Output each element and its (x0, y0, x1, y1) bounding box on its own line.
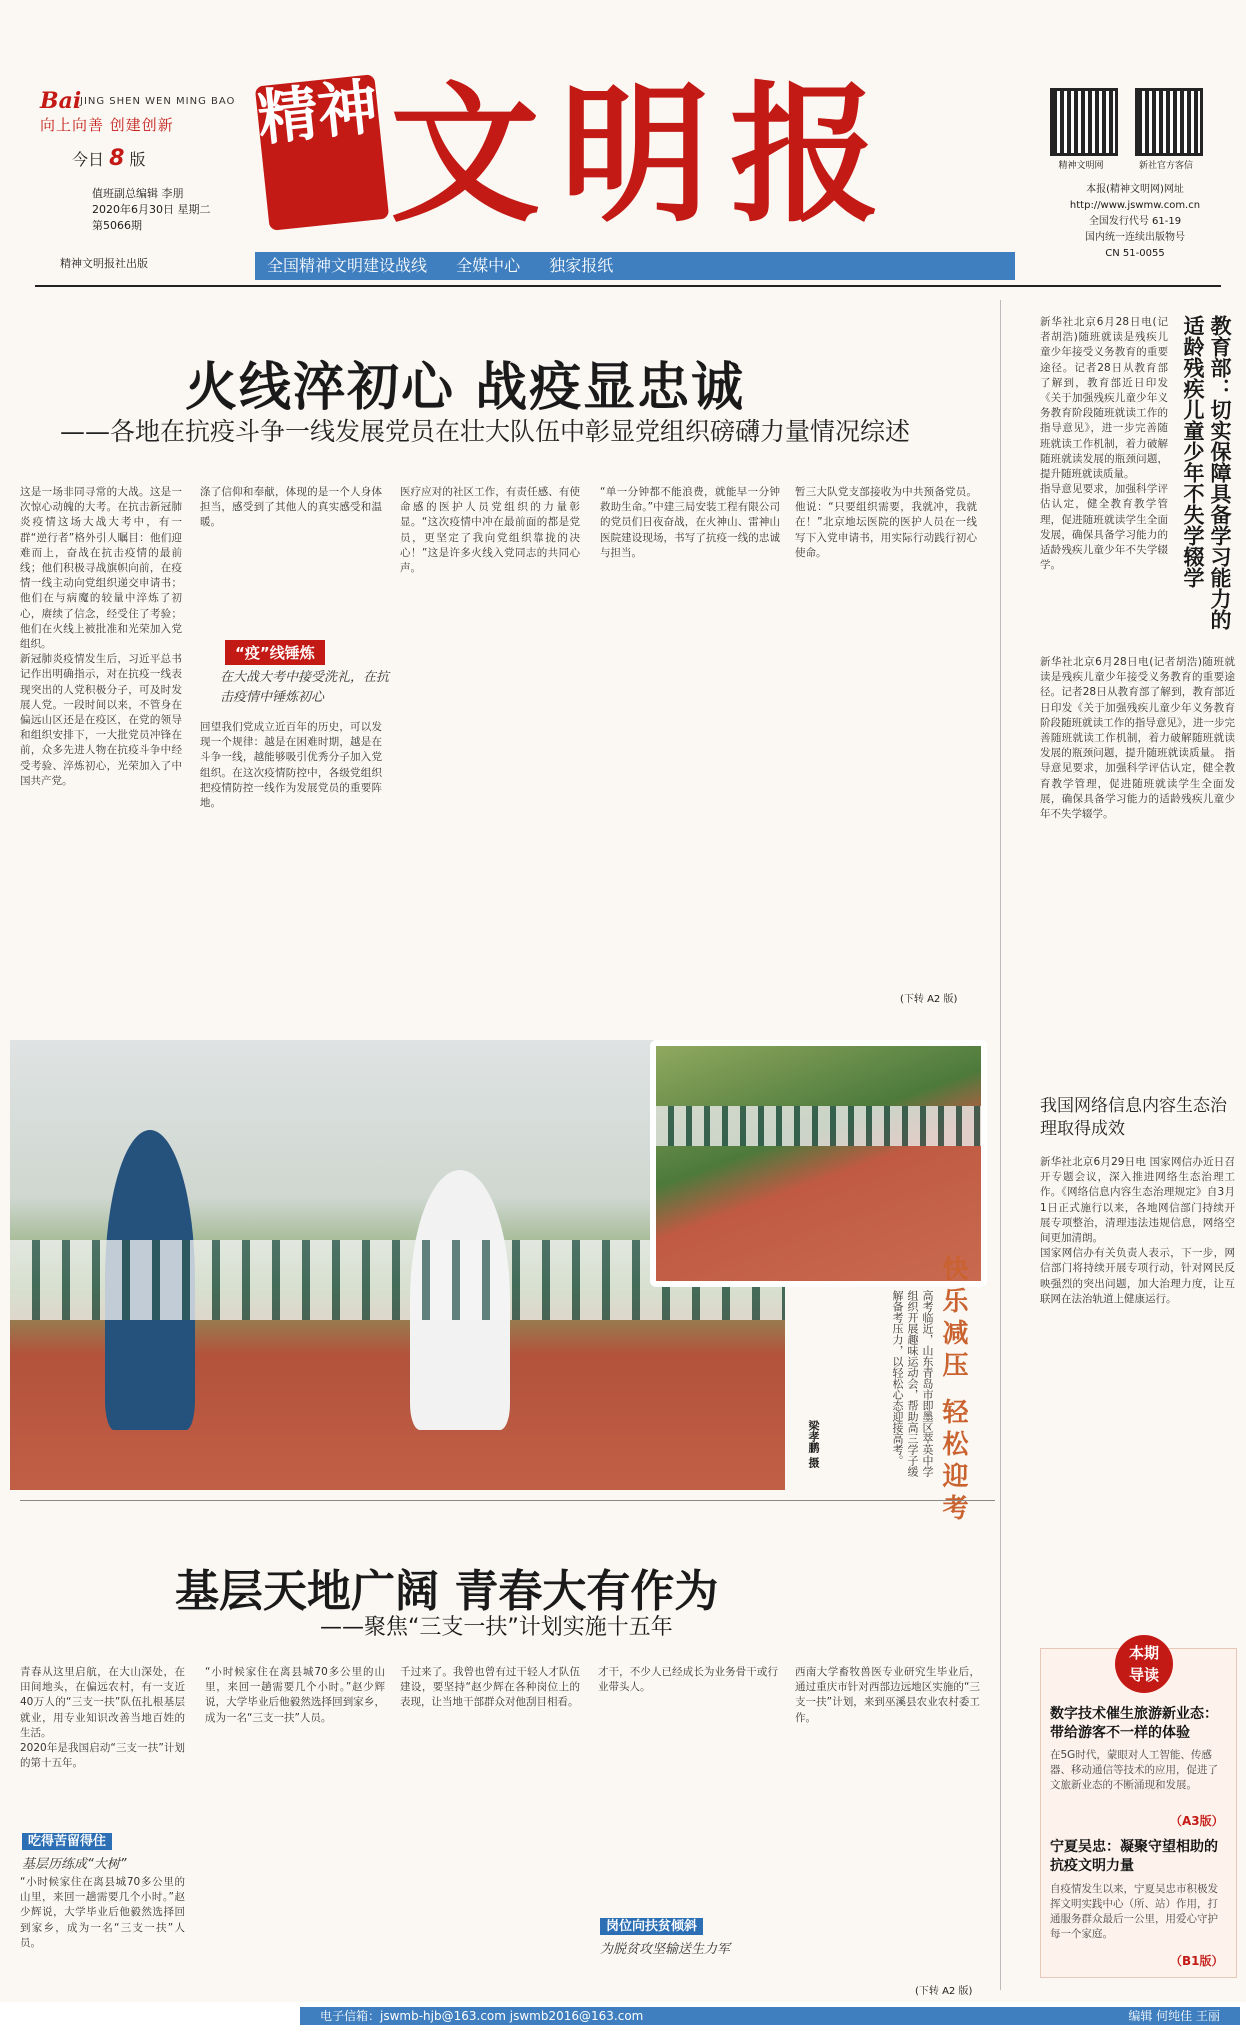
feature2-column-1b: “小时候家住在离县城70多公里的山里，来回一趟需要几个小时。”赵少辉说，大学毕业后他毅然选择回到家乡，成为一名“三支一扶”人员。 (20, 1876, 185, 1949)
qr-code-left[interactable] (1050, 88, 1118, 156)
guide-item-page[interactable]: （A3版） (1170, 1814, 1224, 1828)
brand-pinyin: JING SHEN WEN MING BAO (80, 96, 236, 107)
today-unit: 版 (129, 150, 146, 169)
feature2-continue-note: (下转 A2 版) (915, 1986, 973, 1997)
section-divider (20, 1500, 995, 1501)
qr-left-caption: 精神文明网 (1058, 161, 1104, 171)
feature2-column-5: 西南大学畜牧兽医专业研究生毕业后，通过重庆市针对西部边远地区实施的“三支一扶”计划，来到巫溪县农业农村委工作。 (795, 1666, 980, 1724)
lead-column-3: 回望我们党成立近百年的历史，可以发现一个规律：越是在困难时期，越是在斗争一线，越能够吸引优秀分子加入党组织。在这次疫情防控中，各级党组织把疫情防控一线作为发展党员的重要阵地。 (200, 721, 382, 810)
photo-credit: 梁孝鹏 摄 (807, 1420, 820, 1468)
feature2-column-1: 青春从这里启航，在大山深处，在田间地头，在偏远农村，有一支近40万人的“三支一扶”队伍扎根基层就业，用专业知识改善当地百姓的生活。 2020年是我国启动“三支一扶”计划的第十五年。 (20, 1666, 185, 1770)
nav-item[interactable]: 全国精神文明建设战线 (267, 256, 428, 275)
edition-info (92, 186, 211, 234)
section-tag-label: 岗位向扶贫倾斜 (600, 1918, 703, 1935)
nav-item[interactable]: 全媒中心 (456, 256, 521, 275)
brand-mark: Bai (40, 88, 82, 114)
footer-bar (300, 2007, 1240, 2025)
qr-code-right[interactable] (1135, 88, 1203, 156)
guide-item-body: 自疫情发生以来，宁夏吴忠市积极发挥文明实践中心（所、站）作用，打通服务群众最后一公里，用爱心守护每一个家庭。 (1050, 1883, 1218, 1940)
logo-seal: 精神 (255, 74, 389, 231)
photo-headline: 快乐减压 轻松迎考 (938, 1255, 968, 1527)
lead-column-5: “单一分钟都不能浪费，就能早一分钟救助生命。”中建三局安装工程有限公司的党员们日夜奋战，在火神山、雷神山医院建设现场，书写了抗疫一线的忠诚与担当。 (600, 486, 780, 559)
qr-right-caption: 新社官方客信 (1138, 161, 1193, 171)
contact-line: CN 51-0055 (1105, 248, 1165, 259)
callout-body: 在大战大考中接受洗礼，在抗击疫情中锤炼初心 (220, 670, 390, 705)
feature2-column-2: “小时候家住在离县城70多公里的山里，来回一趟需要几个小时。”赵少辉说，大学毕业后他毅然选择回到家乡，成为一名“三支一扶”人员。 (205, 1666, 385, 1724)
feature2-column-3: 千过来了。我曾也曾有过干轻人才队伍建设，要坚持“赵少辉在各种岗位上的表现，让当地干部群众对他刮目相看。 (400, 1666, 580, 1709)
publisher: 精神文明报社出版 (60, 257, 148, 270)
lead-column-2: 涤了信仰和奉献，体现的是一个人身体担当，感受到了其他人的真实感受和温暖。 (200, 486, 382, 529)
issue-date: 2020年6月30日 星期二 (92, 203, 211, 216)
sidebar-headline[interactable]: 教育部：切实保障具备学习能力的适龄残疾儿童少年不失学辍学 (1181, 315, 1233, 630)
photo-caption: 高考临近，山东青岛市即墨区萃英中学组织开展趣味运动会，帮助高三学子缓解备考压力，以轻松心态迎接高考。 (891, 1290, 934, 1477)
guide-item-title[interactable]: 宁夏吴忠：凝聚守望相助的抗疫文明力量 (1050, 1839, 1218, 1874)
column-rule (1000, 300, 1001, 1990)
guide-item-body: 在5G时代，蒙眼对人工智能、传感器、移动通信等技术的应用，促进了文旅新业态的不断涌现和发展。 (1050, 1749, 1218, 1791)
contact-line: 全国发行代号 61-19 (1088, 216, 1182, 227)
newspaper-logo: 文明报 (390, 67, 901, 243)
lead-column-1: 这是一场非同寻常的大战。这是一次惊心动魄的大考。在抗击新冠肺炎疫情这场大战大考中，有一群“逆行者”格外引人瞩目：他们迎难而上，奋战在抗击疫情的最前线；他们积极寻战旗帜向前，在疫情一线主动向党组织递交申请书；他们在与病魔的较量中淬炼了初心，赓续了信念，经受住了考验；他们在火线上被批准和光荣加入党组织。 新冠肺炎疫情发生后，习近平总书记作出明确指示，对在抗疫一线表现突出的人党积极分子，可及时发展人党。一段时间以来，不管身在偏远山区还是在疫区，在党的领导和组织安排下，一大批党员冲锋在前，众多先进人物在抗疫斗争中经受考验、淬炼初心，光荣加入了中国共产党。 (20, 486, 182, 787)
nav-item[interactable]: 独家报纸 (549, 256, 614, 275)
sidebar2-headline[interactable]: 我国网络信息内容生态治理取得成效 (1040, 1096, 1227, 1139)
sidebar-body-bottom: 新华社北京6月28日电(记者胡浩)随班就读是残疾儿童少年接受义务教育的重要途径。记者28日从教育部了解到，教育部近日印发《关于加强残疾儿童少年义务教育阶段随班就读工作的指导意见》，进一步完善随班就读工作机制，着力破解随班就读发展的瓶颈问题，提升随班就读质量。 指导意见要求，加强科学评估认定，健全教育教学管理，促进随班就读学生全面发展，确保具备学习能力的适龄残疾儿童少年不失学辍学。 (1040, 656, 1235, 821)
duty-editor: 值班副总编辑 李朋 (92, 187, 184, 200)
today-pages (72, 146, 146, 171)
footer-editors: 编辑 何纯佳 王丽 (1128, 2009, 1220, 2023)
sports-photo-inset (650, 1040, 987, 1287)
section-tag-sub: 基层历练成“大树” (22, 1857, 127, 1872)
lead-continue-note: (下转 A2 版) (900, 994, 958, 1005)
contact-line: 国内统一连续出版物号 (1085, 232, 1185, 243)
student-row (656, 1106, 981, 1146)
today-label: 今日 (72, 150, 105, 169)
masthead-divider (35, 285, 1221, 287)
masthead-nav (255, 252, 1015, 280)
sidebar2-body: 新华社北京6月29日电 国家网信办近日召开专题会议，深入推进网络生态治理工作。《网络信息内容生态治理规定》自3月1日正式施行以来，各地网信部门持续开展专项整治，清理违法违规信息，网络空间更加清朗。 国家网信办有关负责人表示，下一步，网信部门将持续开展专项行动，针对网民反映强烈的突出问题，加大治理力度，让互联网在法治轨道上健康运行。 (1040, 1156, 1235, 1305)
feature2-subhead: ——聚焦“三支一扶”计划实施十五年 (320, 1615, 673, 1640)
callout-title: “疫”线锤炼 (225, 640, 325, 665)
contact-line: 本报(精神文明网)网址 (1086, 184, 1184, 195)
guide-badge-line: 导读 (1128, 1666, 1159, 1684)
section-tag (22, 1830, 126, 1872)
website-link[interactable]: http://www.jswmw.com.cn (1069, 200, 1201, 211)
issue-number: 第5066期 (92, 219, 142, 232)
lead-subhead: ——各地在抗疫斗争一线发展党员在壮大队伍中彰显党组织磅礴力量情况综述 (60, 417, 911, 446)
guide-badge-line: 本期 (1128, 1644, 1159, 1662)
today-page-count: 8 (109, 146, 125, 171)
lead-column-4: 医疗应对的社区工作，有责任感、有使命感的医护人员党组织的力量彰显。“这次疫情中冲在最前面的都是党员，更坚定了我向党组织靠拢的决心！”这是许多火线入党同志的共同心声。 (400, 486, 580, 575)
sidebar-body-top: 新华社北京6月28日电(记者胡浩)随班就读是残疾儿童少年接受义务教育的重要途径。记者28日从教育部了解到，教育部近日印发《关于加强残疾儿童少年义务教育阶段随班就读工作的指导意见》，进一步完善随班就读工作机制，着力破解随班就读发展的瓶颈问题，提升随班就读质量。 指导意见要求，加强科学评估认定，健全教育教学管理，促进随班就读学生全面发展，确保具备学习能力的适龄残疾儿童少年不失学辍学。 (1040, 316, 1168, 572)
slogan: 向上向善 创建创新 (40, 116, 174, 134)
section-tag-2 (600, 1915, 730, 1957)
lead-column-6: 暂三大队党支部接收为中共预备党员。他说：“只要组织需要，我就冲，我就在！”北京地坛医院的医护人员在一线写下入党申请书，用实际行动践行初心使命。 (795, 486, 977, 559)
footer-email[interactable]: 电子信箱：jswmb-hjb@163.com jswmb2016@163.com (320, 2009, 644, 2023)
guide-badge (1115, 1635, 1173, 1693)
section-tag-label: 吃得苦留得住 (22, 1833, 112, 1850)
feature2-headline[interactable]: 基层天地广阔 青春大有作为 (175, 1566, 719, 1617)
feature2-column-4: 才干，不少人已经成长为业务骨干或行业带头人。 (598, 1666, 778, 1694)
contact-info (1040, 182, 1230, 262)
lead-headline[interactable]: 火线淬初心 战疫显忠诚 (185, 357, 746, 418)
section-tag-sub: 为脱贫攻坚输送生力军 (600, 1942, 731, 1957)
guide-item-title[interactable]: 数字技术催生旅游新业态：带给游客不一样的体验 (1050, 1706, 1218, 1741)
guide-item-page[interactable]: （B1版） (1170, 1954, 1224, 1968)
